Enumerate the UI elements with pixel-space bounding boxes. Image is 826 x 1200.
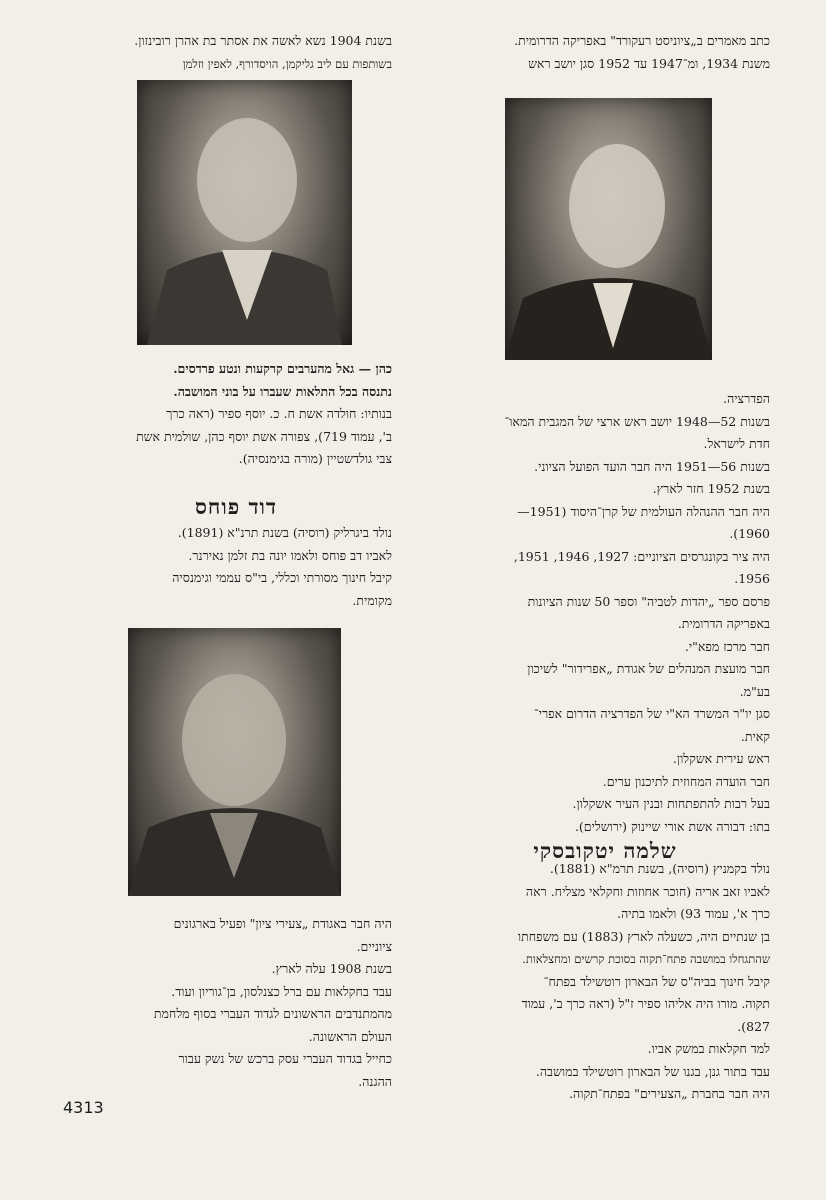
text-line: בן שנתיים היה, כשעלה לארץ (1883) עם משפחתו xyxy=(517,928,770,944)
text-line: לאביו דב פוחס ולאמו יונה בת זלמן נאירנר. xyxy=(188,547,392,563)
text-line: בשנת 1952 חזר לארץ. xyxy=(652,481,770,496)
text-line: 1956. xyxy=(734,571,770,586)
text-line: היה ציר בקונגרסים הציוניים: 1927, 1946, 1951, xyxy=(513,548,770,564)
text-line: כחייל בגדוד העברי עסק ברכש של נשק עבור xyxy=(178,1051,392,1066)
text-line: העולם הראשונה. xyxy=(308,1028,392,1044)
text-line: נולד בקמניץ (רוסיה), בשנת תרמ"א (1881). xyxy=(549,861,770,876)
left-column-heading xyxy=(80,492,392,522)
text-line: חבר מועצת המנהלים של אגודת „אפרידור" לשיכון xyxy=(527,661,770,676)
text-line: עבד בחקלאות עם ברל כצנלסון, בן־גוריון ועוד. xyxy=(171,983,392,999)
text-line: חדת לישראל. xyxy=(703,436,770,451)
text-line: נולד ביגרליק (רוסיה) בשנת תרנ"א (1891). xyxy=(177,525,392,540)
text-line: ההגנה. xyxy=(358,1073,392,1089)
portrait-photo-3 xyxy=(128,628,341,896)
person-name-heading: דוד פוחס xyxy=(194,494,278,519)
right-column-bio xyxy=(440,858,770,1106)
text-line: בע"מ. xyxy=(739,683,770,699)
text-line: כרך א', עמוד 93) ולאמו בתיה. xyxy=(617,906,770,921)
text-line: חבר הועדה המחוזית לתיכנון ערים. xyxy=(602,773,770,789)
text-line: חבר מרכז מפא"י. xyxy=(684,638,770,654)
text-line: כהן — גאל מהערבים קרקעות ונטע פרדסים. xyxy=(173,361,392,376)
text-line: בשותפות עם ליב גליקמן, הויסדורף, לאפין וזלמן xyxy=(182,56,392,71)
text-line: נתנסה בכל התלאות שעברו על בוני המושבה. xyxy=(173,383,392,399)
left-column-intro xyxy=(80,30,392,75)
text-line: 827). xyxy=(737,1018,770,1034)
right-column-body xyxy=(440,388,770,838)
portrait-photo-2 xyxy=(505,98,712,360)
page-number: 4313 xyxy=(63,1098,104,1117)
text-line: ב', עמוד 719), צפורה אשת יוסף כהן, שולמית אשת xyxy=(136,428,392,444)
text-line: שהתגחלו במושבה פתח־תקוה בסוכת קרשים ומחצלאות. xyxy=(522,952,770,966)
text-line: לאביו זאב אריה (חוכר אחוזות וחקלאי מצליח. ראה xyxy=(525,883,770,899)
text-line: היה חבר בחברת „הצעירים" בפתח־תקוה. xyxy=(569,1086,770,1101)
text-line: מהמתנדבים הראשונים לגדוד העברי בסוף מלחמת xyxy=(153,1006,392,1021)
text-line: בעל רבות להתפתחות ובנין העיר אשקלון. xyxy=(572,796,770,811)
text-line: למד חקלאות במשק אביו. xyxy=(647,1041,770,1056)
text-line: ראש עירית אשקלון. xyxy=(672,751,770,766)
text-line: קיבל חינוך בביה"ס של הבארון רוטשילד בפתח־ xyxy=(543,973,770,989)
text-line: כתב מאמרים ב„ציוניסט רעקורד" באפריקה הדרומית. xyxy=(514,33,770,48)
text-line: צבי גולדשטיין (מורה בגימנסיה). xyxy=(238,451,392,466)
text-line: קיבל חינוך מסורתי וכללי, בי"ס עממי וגימנסיה xyxy=(172,570,392,585)
text-line: בנותיו: חולדה אשת ח. כ. יוסף ספיר (ראה כרך xyxy=(166,406,392,421)
text-line: משנת 1934, ומ־1947 עד 1952 סגן יושב ראש xyxy=(528,55,770,71)
text-line: היה חבר באגודת „צעירי ציון" ופעיל בארגונים xyxy=(173,916,392,931)
text-line: באפריקה הדרומית. xyxy=(677,616,770,631)
left-column-caption xyxy=(80,358,392,471)
text-line: ציוניים. xyxy=(356,938,392,954)
text-line: בשנת 1904 נשא לאשה את אסתר בת אהרן רובינזון. xyxy=(134,33,392,48)
text-line: בשנות 56—1951 היה חבר הועד הפועל הציוני. xyxy=(534,458,770,474)
portrait-photo-1 xyxy=(137,80,352,345)
person-name-heading: שלמה יטקובסקי xyxy=(533,838,677,863)
text-line: מקומית. xyxy=(352,592,392,608)
text-line: תקוה. מורו היה אליהו ספיר ז"ל (ראה כרך ב', עמוד xyxy=(521,996,770,1011)
text-line: עבד בתור גנן, בגנו של הבארון רוטשילד במושבה. xyxy=(535,1063,770,1079)
left-column-bottom xyxy=(80,913,392,1093)
text-line: קאית. xyxy=(740,728,770,744)
text-line: פרסם ספר „יהדות לטביה" וספר 50 שנות הציונות xyxy=(527,593,770,609)
text-line: בשנות 52—1948 יושב ראש ארצי של המגבית המאו־ xyxy=(504,413,770,429)
text-line: סגן יו"ר המשרד הא"י של הפדרציה הדרום אפרי־ xyxy=(533,706,770,721)
text-line: בתו: דבורה אשת אורי שיינוק (ירושלים). xyxy=(574,818,770,834)
text-line: בשנת 1908 עלה לארץ. xyxy=(271,961,392,976)
text-line: הפדרציה. xyxy=(723,391,770,406)
text-line: היה חבר ההנהלה העולמית של קרן־היסוד (1951— xyxy=(517,503,770,519)
left-column-bio xyxy=(80,522,392,612)
right-column-intro xyxy=(440,30,770,75)
text-line: 1960). xyxy=(729,526,770,541)
